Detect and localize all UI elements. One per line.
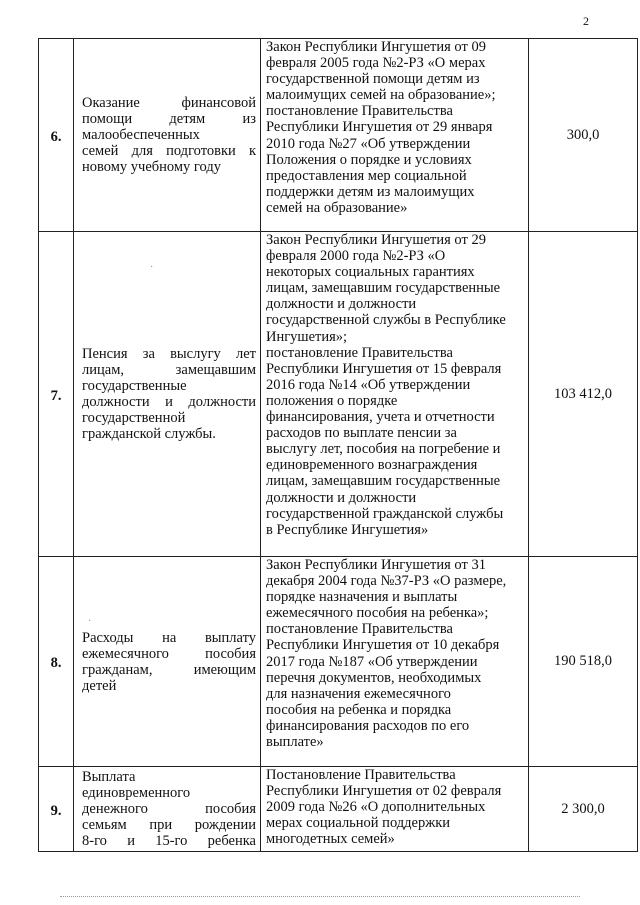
expense-name-word: за: [142, 346, 155, 362]
expense-name-line: [82, 394, 256, 410]
expense-name-line: [82, 769, 256, 785]
legal-basis-line: Республики Ингушетия от 15 февраля: [266, 360, 502, 377]
legal-basis-line: поддержки детям из малоимущих: [266, 183, 475, 200]
legal-basis-line: Закон Республики Ингушетия от 09: [266, 39, 486, 55]
legal-basis-line: в Республике Ингушетия»: [266, 521, 429, 538]
row-number-cell: [39, 767, 74, 852]
legal-basis-line: финансирования расходов по его: [266, 717, 470, 734]
expense-name-word: семьям: [82, 817, 127, 833]
expense-name-cell: [74, 232, 261, 557]
table-body: [39, 39, 638, 852]
legal-basis-line: расходов по выплате пенсии за: [266, 425, 457, 442]
amount-value: 190 518,0: [554, 653, 612, 669]
legal-basis-line: должности и должности: [266, 489, 417, 506]
table-row: [39, 232, 638, 557]
legal-basis-line: Закон Республики Ингушетия от 31: [266, 557, 486, 573]
expense-name-word: замещавшим: [175, 362, 256, 378]
legal-basis-line: постановление Правительства: [266, 344, 453, 361]
expense-name-word: рождении: [194, 817, 256, 833]
legal-basis-cell: [261, 557, 529, 767]
amount-value: 300,0: [566, 126, 600, 143]
expense-name-line: [82, 159, 256, 175]
expense-name-line: [82, 662, 256, 678]
expense-name-word: из: [242, 111, 256, 127]
legal-basis-line: февраля 2005 года №2-РЗ «О мерах: [266, 55, 486, 72]
expense-name-line: [82, 678, 256, 694]
legal-basis-cell: [261, 39, 529, 232]
legal-basis-line: выслугу лет, пособия на погребение и: [266, 441, 501, 458]
legal-basis-line: декабря 2004 года №37-РЗ «О размере,: [266, 573, 507, 590]
legal-basis-line: Постановление Правительства: [266, 767, 456, 783]
legal-basis-line: предоставления мер социальной: [266, 167, 467, 184]
expense-name-line: [82, 801, 256, 817]
legal-basis-line: семей на образование»: [266, 199, 408, 216]
expense-name-word: государственные: [82, 378, 187, 394]
expense-name-line: [82, 833, 256, 849]
legal-basis-line: для назначения ежемесячного: [266, 685, 451, 702]
expense-name-word: семей: [82, 143, 119, 159]
legal-basis-line: постановление Правительства: [266, 621, 453, 638]
expense-name-line: [82, 378, 256, 394]
expense-name-word: 8-го: [82, 833, 107, 849]
expense-name-word: на: [162, 629, 177, 646]
legal-basis-line: 2009 года №26 «О дополнительных: [266, 799, 486, 816]
expense-name-word: должности: [82, 394, 150, 410]
legal-basis-line: должности и должности: [266, 296, 417, 313]
legal-basis-line: Республики Ингушетия от 02 февраля: [266, 783, 502, 800]
table-row: [39, 557, 638, 767]
amount-cell: [529, 232, 638, 557]
legal-basis-line: 2016 года №14 «Об утверждении: [266, 376, 471, 393]
expense-name-cell: [74, 39, 261, 232]
expense-name-line: [82, 630, 256, 646]
row-number: 7.: [50, 387, 62, 404]
expense-name-word: подготовки: [166, 143, 236, 159]
expense-name-line: [82, 646, 256, 662]
expense-name-line: [82, 785, 256, 801]
expense-name-word: денежного: [82, 801, 148, 817]
scan-artifact: ·: [88, 616, 92, 627]
table-row: [39, 39, 638, 232]
expense-name-word: Оказание: [82, 95, 140, 111]
legal-basis-line: мерах социальной поддержки: [266, 815, 451, 832]
legal-basis-line: выплате»: [266, 734, 324, 751]
legal-basis-line: лицам, замещавшим государственные: [266, 473, 501, 490]
expense-name-word: и: [127, 833, 135, 849]
table-row: [39, 767, 638, 852]
amount-value: 103 412,0: [554, 385, 612, 402]
row-number-cell: [39, 232, 74, 557]
expense-name-line: [82, 817, 256, 833]
scan-edge-noise: [60, 896, 580, 897]
amount-cell: [529, 767, 638, 852]
expense-name-word: пособия: [205, 801, 256, 817]
row-number-cell: [39, 39, 74, 232]
expense-name-line: [82, 426, 256, 442]
legal-basis-line: финансирования, учета и отчетности: [266, 409, 495, 426]
expense-name-line: [82, 346, 256, 362]
legal-basis-line: государственной гражданской службы: [266, 505, 504, 522]
expense-name-word: лицам,: [82, 362, 124, 378]
expense-name-word: Выплата: [82, 769, 136, 785]
expense-name-word: выплату: [204, 629, 256, 646]
legal-basis-cell: [261, 767, 529, 852]
legal-basis-line: постановление Правительства: [266, 103, 453, 120]
scan-artifact: ·: [150, 262, 154, 273]
legal-basis-line: положения о порядке: [266, 392, 398, 409]
expense-name-word: лет: [235, 346, 256, 362]
expense-name-line: [82, 143, 256, 159]
expense-name-word: к: [248, 143, 256, 159]
expense-name-word: новому учебному году: [82, 159, 221, 175]
legal-basis-cell: [261, 232, 529, 557]
expense-name-word: имеющим: [193, 661, 256, 678]
expense-name-word: выслугу: [170, 346, 221, 362]
expense-name-word: единовременного: [82, 785, 191, 801]
expense-name-word: должности: [188, 394, 256, 410]
expense-name-word: малообеспеченных: [82, 127, 200, 143]
budget-table: [38, 38, 638, 852]
expense-name-word: гражданам,: [82, 661, 153, 678]
expense-name-word: финансовой: [181, 95, 256, 111]
legal-basis-line: февраля 2000 года №2-РЗ «О: [266, 248, 446, 265]
expense-name-word: государственной: [82, 410, 186, 426]
legal-basis-line: перечня документов, необходимых: [266, 669, 482, 686]
legal-basis-line: Республики Ингушетия от 29 января: [266, 119, 493, 136]
expense-name-line: [82, 111, 256, 127]
row-number: 8.: [50, 655, 62, 671]
expense-name-line: [82, 95, 256, 111]
expense-name-word: ребенка: [207, 833, 256, 849]
amount-cell: [529, 39, 638, 232]
legal-basis-line: малоимущих семей на образование»;: [266, 87, 496, 104]
expense-name-word: 15-го: [155, 833, 188, 849]
row-number-cell: [39, 557, 74, 767]
expense-name-line: [82, 362, 256, 378]
legal-basis-line: многодетных семей»: [266, 831, 395, 848]
legal-basis-line: пособия на ребенка и порядка: [266, 701, 452, 718]
expense-name-word: Расходы: [82, 629, 134, 646]
amount-value: 2 300,0: [561, 800, 605, 817]
amount-cell: [529, 557, 638, 767]
legal-basis-line: некоторых социальных гарантиях: [266, 264, 475, 281]
legal-basis-line: Ингушетия»;: [266, 328, 348, 345]
legal-basis-line: 2017 года №187 «Об утверждении: [266, 653, 478, 670]
expense-name-line: [82, 127, 256, 143]
row-number: 9.: [50, 802, 62, 819]
legal-basis-line: Положения о порядке и условиях: [266, 151, 472, 168]
legal-basis-line: Закон Республики Ингушетия от 29: [266, 232, 486, 248]
page-number: 2: [583, 14, 589, 28]
legal-basis-line: государственной службы в Республике: [266, 312, 506, 329]
legal-basis-line: лицам, замещавшим государственные: [266, 280, 501, 297]
row-number: 6.: [50, 128, 62, 145]
expense-name-word: детей: [82, 677, 117, 694]
legal-basis-line: ежемесячного пособия на ребенка»;: [266, 605, 489, 622]
legal-basis-line: Республики Ингушетия от 10 декабря: [266, 637, 500, 654]
expense-name-line: [82, 410, 256, 426]
expense-name-word: Пенсия: [82, 346, 128, 362]
expense-name-word: детям: [169, 111, 206, 127]
legal-basis-line: государственной помощи детям из: [266, 71, 480, 88]
expense-name-word: помощи: [82, 111, 133, 127]
expense-name-cell: [74, 557, 261, 767]
expense-name-word: ежемесячного: [82, 645, 169, 662]
expense-name-cell: [74, 767, 261, 852]
expense-name-word: пособия: [205, 645, 256, 662]
expense-name-word: при: [149, 817, 173, 833]
legal-basis-line: порядке назначения и выплаты: [266, 589, 458, 606]
expense-name-word: гражданской службы.: [82, 426, 216, 442]
expense-name-word: и: [165, 394, 173, 410]
legal-basis-line: единовременного вознаграждения: [266, 457, 478, 474]
expense-name-word: для: [131, 143, 153, 159]
legal-basis-line: 2010 года №27 «Об утверждении: [266, 135, 471, 152]
